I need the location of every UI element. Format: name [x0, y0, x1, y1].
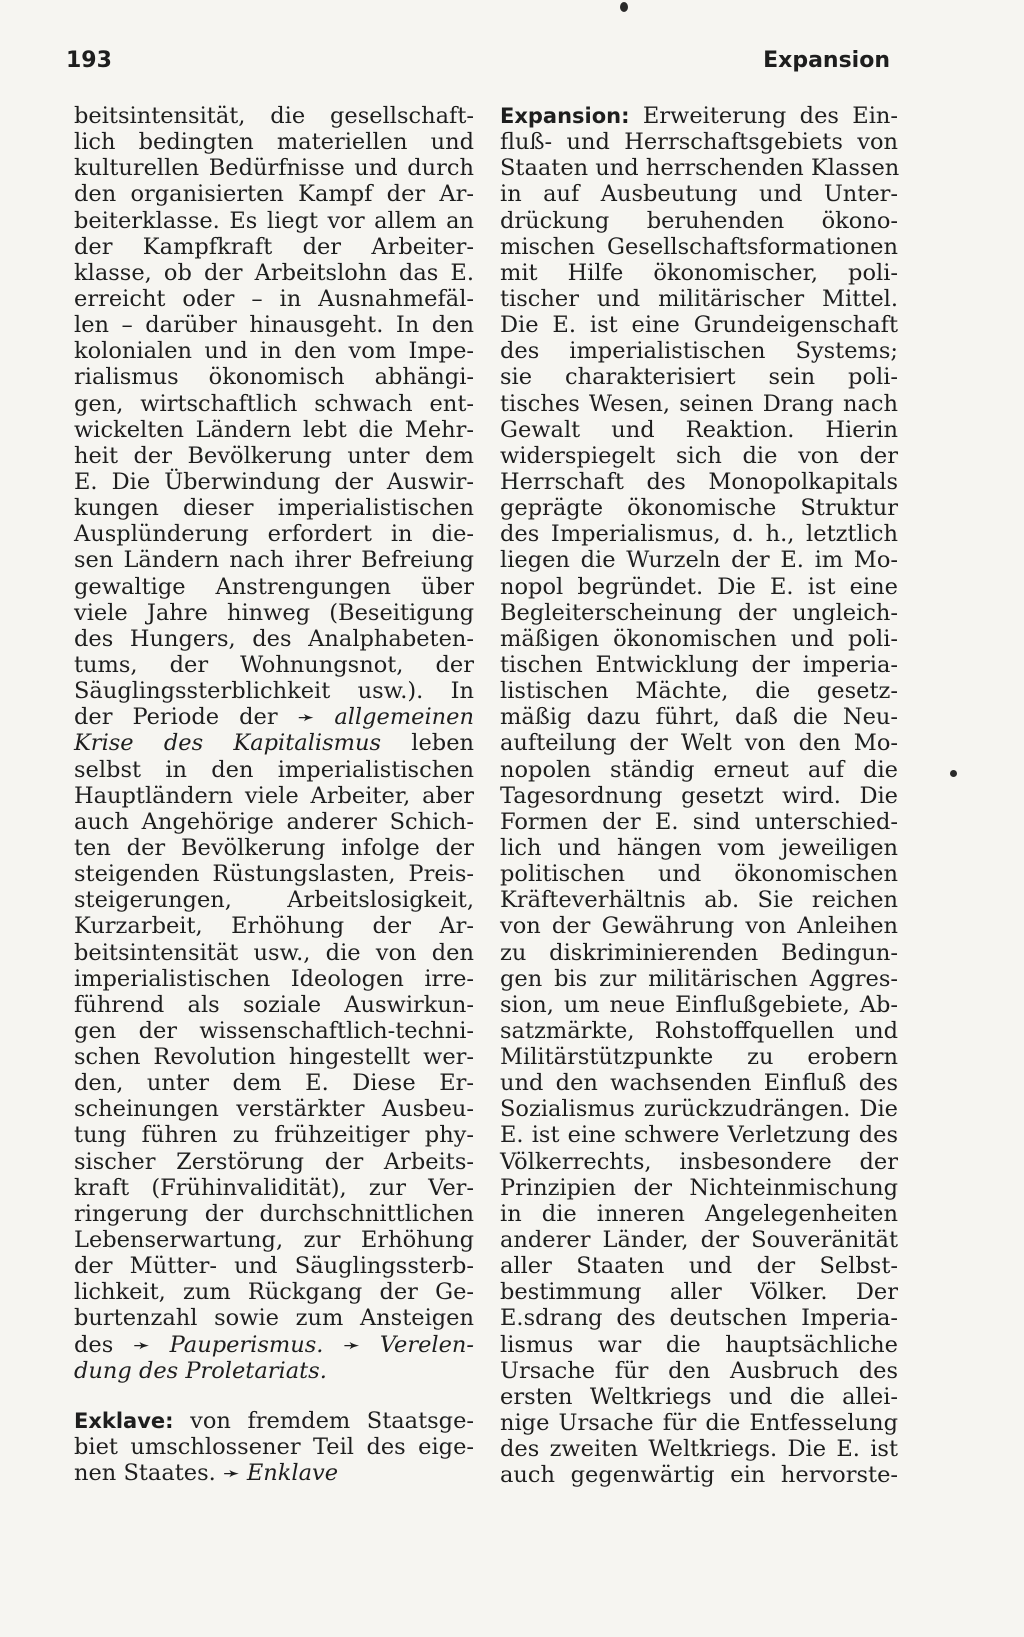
- text-line: Die E. ist eine Grundeigenschaft: [500, 312, 898, 339]
- text-line: kraft (Frühinvalidität), zur Ver-: [74, 1174, 474, 1201]
- text-line: tung führen zu frühzeitiger phy-: [74, 1122, 474, 1149]
- text-line: der Kampfkraft der Arbeiter-: [74, 233, 474, 260]
- text-line: E. ist eine schwere Verletzung des: [500, 1122, 898, 1149]
- text-line: Militärstützpunkte zu erobern: [500, 1044, 898, 1071]
- text-line: fluß- und Herrschaftsgebiets von: [500, 129, 898, 156]
- text-line: beiterklasse. Es liegt vor allem an: [74, 207, 474, 234]
- text-line: Gewalt und Reaktion. Hierin: [500, 416, 898, 443]
- text-line: anderer Länder, der Souveränität: [500, 1227, 898, 1254]
- running-head: Expansion: [763, 48, 890, 73]
- entry-headword: Expansion:: [500, 104, 630, 128]
- text-fragment: des: [74, 1331, 134, 1358]
- text-line: lich und hängen vom jeweiligen: [500, 834, 898, 861]
- text-line: Kurzarbeit, Erhöhung der Ar-: [74, 913, 474, 940]
- text-line: tischen Entwicklung der imperia-: [500, 651, 898, 678]
- right-column: [500, 103, 898, 1488]
- text-line: zu diskriminierenden Bedingun-: [500, 939, 898, 966]
- text-line: kungen dieser imperialistischen: [74, 495, 474, 522]
- cross-reference-arrow-icon: ➛: [133, 1332, 150, 1357]
- cross-reference-arrow-icon: ➛: [222, 1461, 240, 1486]
- text-line: rialismus ökonomisch abhängi-: [74, 364, 474, 391]
- text-line: [74, 1460, 474, 1486]
- page-header: [66, 48, 890, 84]
- text-fragment: nen Staates.: [74, 1460, 223, 1487]
- text-line: des zweiten Weltkriegs. Die E. ist: [500, 1436, 898, 1463]
- text-line: gen der wissenschaftlich-techni-: [74, 1017, 474, 1044]
- page-number: 193: [66, 48, 112, 73]
- cross-reference-link[interactable]: allgemeinen: [334, 704, 474, 731]
- text-line: lich bedingten materiellen und: [74, 129, 474, 156]
- text-line: Herrschaft des Monopolkapitals: [500, 468, 898, 495]
- text-line: den organisierten Kampf der Ar-: [74, 181, 474, 208]
- text-line: Sozialismus zurückzudrängen. Die: [500, 1096, 898, 1123]
- text-line: Völkerrechts, insbesondere der: [500, 1148, 898, 1175]
- print-speck: [950, 770, 957, 777]
- text-line: Hauptländern viele Arbeiter, aber: [74, 782, 474, 809]
- text-line: Begleiterscheinung der ungleich-: [500, 599, 898, 626]
- text-line: ten der Bevölkerung infolge der: [74, 834, 474, 861]
- text-line: [74, 1408, 474, 1434]
- print-speck: [620, 2, 628, 12]
- text-line: gewaltige Anstrengungen über: [74, 573, 474, 600]
- text-line: viele Jahre hinweg (Beseitigung: [74, 599, 474, 626]
- entry-continuation: [74, 103, 474, 1384]
- text-line: des Imperialismus, d. h., letztlich: [500, 521, 898, 548]
- text-line: Kräfteverhältnis ab. Sie reichen: [500, 887, 898, 914]
- text-line: von der Gewährung von Anleihen: [500, 913, 898, 940]
- text-line: tisches Wesen, seinen Drang nach: [500, 390, 898, 417]
- text-line: nopolen ständig erneut auf die: [500, 756, 898, 783]
- text-line: auch gegenwärtig ein hervorste-: [500, 1462, 898, 1489]
- text-line: mischen Gesellschaftsformationen: [500, 233, 898, 260]
- text-line: Ausplünderung erfordert in die-: [74, 521, 474, 548]
- text-line: auch Angehörige anderer Schich-: [74, 808, 474, 835]
- cross-reference-arrow-icon: ➛: [297, 705, 315, 730]
- text-line: steigerungen, Arbeitslosigkeit,: [74, 887, 474, 914]
- text-line: kolonialen und in den vom Impe-: [74, 338, 474, 365]
- text-line: ersten Weltkriegs und die allei-: [500, 1383, 898, 1410]
- text-line: listischen Mächte, die gesetz-: [500, 678, 898, 705]
- text-line: Ursache für den Ausbruch des: [500, 1357, 898, 1384]
- text-line: kulturellen Bedürfnisse und durch: [74, 155, 474, 182]
- text-line: mit Hilfe ökonomischer, poli-: [500, 259, 898, 286]
- text-line: heit der Bevölkerung unter dem: [74, 442, 474, 469]
- text-line: imperialistischen Ideologen irre-: [74, 965, 474, 992]
- text-line: burtenzahl sowie zum Ansteigen: [74, 1305, 474, 1332]
- text-line: lismus war die hauptsächliche: [500, 1331, 898, 1358]
- text-line: len – darüber hinausgeht. In den: [74, 312, 474, 339]
- entry-exklave: [74, 1408, 474, 1486]
- entry-expansion: [500, 103, 898, 1488]
- text-line: geprägte ökonomische Struktur: [500, 495, 898, 522]
- text-line: [500, 103, 898, 129]
- cross-reference-link[interactable]: Krise des Kapitalismus: [74, 730, 382, 757]
- text-fragment: der Periode der: [74, 704, 298, 731]
- left-column: [74, 103, 474, 1486]
- cross-reference-link[interactable]: Enklave: [246, 1460, 339, 1487]
- cross-reference-link[interactable]: Pauperismus.: [169, 1331, 324, 1358]
- text-line: des Hungers, des Analphabeten-: [74, 625, 474, 652]
- cross-reference-link[interactable]: Verelen-: [379, 1331, 475, 1358]
- text-line: tums, der Wohnungsnot, der: [74, 651, 474, 678]
- text-line: sie charakterisiert sein poli-: [500, 364, 898, 391]
- text-line: des imperialistischen Systems;: [500, 338, 898, 365]
- text-fragment: von fremdem Staatsge-: [173, 1407, 474, 1434]
- text-fragment: Erweiterung des Ein-: [629, 103, 898, 129]
- text-line: tischer und militärischer Mittel.: [500, 285, 898, 312]
- text-line: nopol begründet. Die E. ist eine: [500, 573, 898, 600]
- text-line: gen, wirtschaftlich schwach ent-: [74, 390, 474, 417]
- text-line: in auf Ausbeutung und Unter-: [500, 181, 898, 208]
- text-line: der Mütter- und Säuglingssterb-: [74, 1253, 474, 1280]
- text-line: biet umschlossener Teil des eige-: [74, 1434, 474, 1461]
- text-line: klasse, ob der Arbeitslohn das E.: [74, 259, 474, 286]
- text-line: E.sdrang des deutschen Imperia-: [500, 1305, 898, 1332]
- text-line: Lebenserwartung, zur Erhöhung: [74, 1227, 474, 1254]
- text-line: nige Ursache für die Entfesselung: [500, 1410, 898, 1437]
- text-line: sen Ländern nach ihrer Befreiung: [74, 547, 474, 574]
- text-fragment: leben: [381, 730, 474, 757]
- text-line: Säuglingssterblichkeit usw.). In: [74, 678, 474, 705]
- text-line: wickelten Ländern lebt die Mehr-: [74, 416, 474, 443]
- entry-headword: Exklave:: [74, 1408, 174, 1433]
- text-line: steigenden Rüstungslasten, Preis-: [74, 861, 474, 888]
- text-line: schen Revolution hingestellt wer-: [74, 1044, 474, 1071]
- text-line: mäßig dazu führt, daß die Neu-: [500, 704, 898, 731]
- cross-reference-arrow-icon: ➛: [343, 1332, 361, 1357]
- text-line: [74, 730, 474, 756]
- text-line: sischer Zerstörung der Arbeits-: [74, 1148, 474, 1175]
- text-line: [74, 1358, 474, 1384]
- text-line: satzmärkte, Rohstoffquellen und: [500, 1017, 898, 1044]
- text-line: [74, 1332, 474, 1358]
- text-line: erreicht oder – in Ausnahmefäl-: [74, 285, 474, 312]
- text-line: widerspiegelt sich die von der: [500, 442, 898, 469]
- text-line: beitsintensität, die gesellschaft-: [74, 103, 474, 129]
- text-line: politischen und ökonomischen: [500, 861, 898, 888]
- text-line: selbst in den imperialistischen: [74, 756, 474, 783]
- text-line: gen bis zur militärischen Aggres-: [500, 965, 898, 992]
- text-line: liegen die Wurzeln der E. im Mo-: [500, 547, 898, 574]
- text-line: Formen der E. sind unterschied-: [500, 808, 898, 835]
- text-line: Tagesordnung gesetzt wird. Die: [500, 782, 898, 809]
- text-line: drückung beruhenden ökono-: [500, 207, 898, 234]
- text-line: den, unter dem E. Diese Er-: [74, 1070, 474, 1097]
- text-line: beitsintensität usw., die von den: [74, 939, 474, 966]
- text-line: bestimmung aller Völker. Der: [500, 1279, 898, 1306]
- text-line: Staaten und herrschenden Klassen: [500, 155, 900, 182]
- text-line: mäßigen ökonomischen und poli-: [500, 625, 898, 652]
- text-line: scheinungen verstärkter Ausbeu-: [74, 1096, 474, 1123]
- text-line: E. Die Überwindung der Auswir-: [74, 468, 474, 495]
- text-line: sion, um neue Einflußgebiete, Ab-: [500, 991, 898, 1018]
- text-line: und den wachsenden Einfluß des: [500, 1070, 898, 1097]
- text-line: aufteilung der Welt von den Mo-: [500, 730, 898, 757]
- text-line: führend als soziale Auswirkun-: [74, 991, 474, 1018]
- text-line: aller Staaten und der Selbst-: [500, 1253, 898, 1280]
- text-line: in die inneren Angelegenheiten: [500, 1200, 898, 1227]
- text-line: ringerung der durchschnittlichen: [74, 1200, 474, 1227]
- cross-reference-link[interactable]: dung des Proletariats.: [74, 1357, 327, 1384]
- text-line: [74, 704, 474, 730]
- text-line: Prinzipien der Nichteinmischung: [500, 1174, 898, 1201]
- text-line: lichkeit, zum Rückgang der Ge-: [74, 1279, 474, 1306]
